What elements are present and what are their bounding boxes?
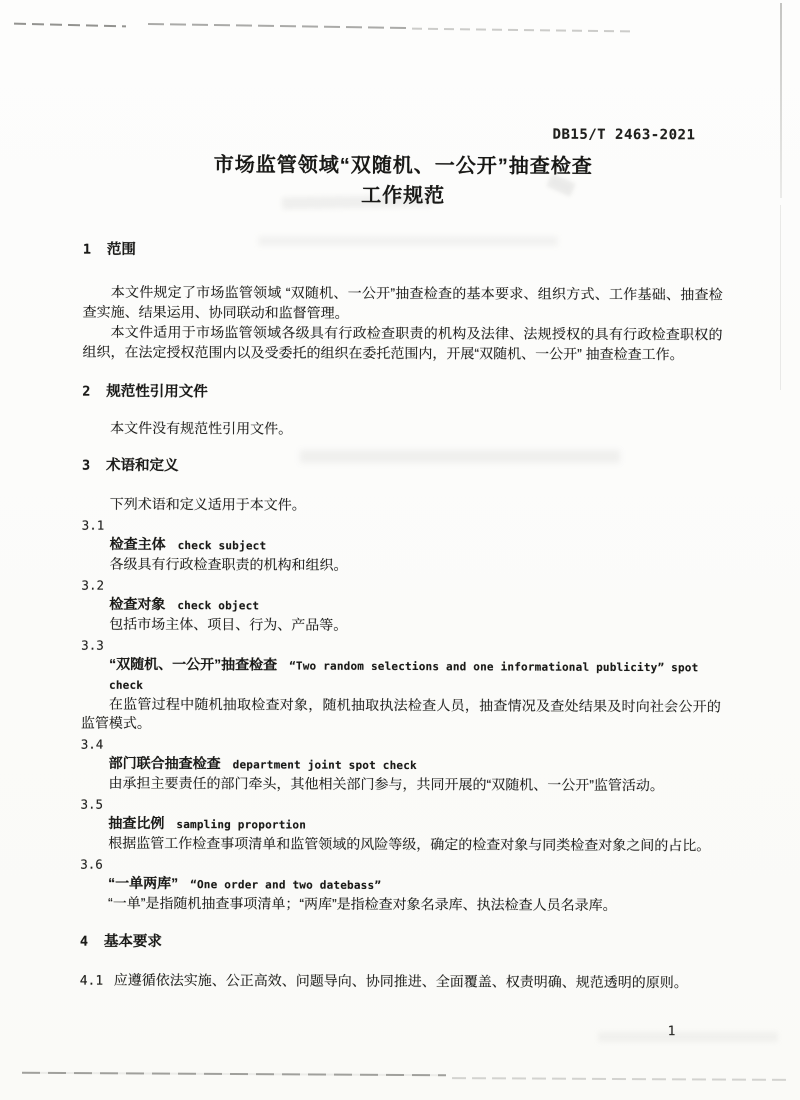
section-2-label: 规范性引用文件 (106, 383, 208, 401)
section-3-heading (82, 456, 722, 479)
term-title (109, 754, 721, 777)
scan-artifact-right-edge-line (780, 3, 782, 198)
term-definition: 由承担主要责任的部门牵头，其他相关部门参与，共同开展的“双随机、一公开”监管活动。 (108, 774, 664, 794)
section-2-paragraph: 本文件没有规范性引用文件。 (110, 419, 293, 437)
term-title (109, 595, 721, 618)
section-3-number: 3 (81, 457, 91, 474)
term-title (108, 814, 720, 837)
term-title (109, 655, 721, 698)
term-definition: 根据监管工作检查事项清单和监管领域的风险等级，确定的检查对象与同类检查对象之间的占比。 (108, 834, 711, 854)
term-number: 3.6 (80, 856, 103, 872)
term-3-4 (81, 735, 721, 796)
term-number: 3.5 (80, 796, 104, 812)
section-4-number: 4 (79, 933, 89, 950)
term-english: sampling proportion (176, 818, 307, 832)
section-2-number: 2 (82, 383, 91, 400)
clause-4-1 (80, 970, 720, 995)
term-english: “One order and two datebass” (190, 878, 382, 892)
section-1-paragraph-2: 本文件适用于市场监管领域各级具有行政检查职责的机构及法律、法规授权的具有行政检查职权的组织，在法定授权范围内以及受委托的组织在委托范围内，开展“双随机、一公开” 抽查检查工作。 (82, 323, 723, 363)
term-chinese: 抽查比例 (108, 814, 165, 831)
term-chinese: “一单两库” (108, 874, 179, 892)
term-chinese: 部门联合抽查检查 (108, 754, 221, 772)
doc-title-line1: 市场监管领域“双随机、一公开”抽查检查 (213, 154, 593, 178)
term-3-1 (81, 516, 721, 577)
term-number: 3.2 (81, 577, 105, 593)
term-3-6 (80, 855, 720, 916)
clause-number: 4.1 (79, 973, 104, 989)
doc-number: DB15/T 2463-2021 (552, 126, 696, 144)
term-definition: 在监管过程中随机抽取检查对象，随机抽取执法检查人员，抽查情况及查处结果及时向社会公开的监管模式。 (80, 695, 721, 731)
section-4-heading (80, 932, 720, 955)
section-4-label: 基本要求 (103, 933, 162, 950)
document-content (79, 0, 724, 1039)
term-definition: 包括市场主体、项目、行为、产品等。 (109, 615, 348, 633)
section-2-heading (82, 382, 722, 405)
term-chinese: “双随机、一公开”抽查检查 (109, 655, 278, 673)
term-3-5 (80, 795, 720, 856)
term-chinese: 检查对象 (109, 595, 166, 612)
section-1-paragraph-1: 本文件规定了市场监管领域 “双随机、一公开”抽查检查的基本要求、组织方式、工作基础、抽查检查实施、结果运用、协同联动和监督管理。 (82, 283, 723, 321)
term-definition: “一单”是指随机抽查事项清单；“两库”是指检查对象名录库、执法检查人员名录库。 (108, 894, 617, 913)
section-1-heading (83, 240, 723, 263)
term-english: check object (177, 599, 260, 613)
scan-artifact-bottom-edge-line (22, 1072, 446, 1077)
term-chinese: 检查主体 (109, 535, 166, 552)
doc-title-line2: 工作规范 (361, 184, 446, 208)
term-definition: 各级具有行政检查职责的机构和组织。 (109, 555, 348, 573)
section-3-label: 术语和定义 (105, 457, 179, 475)
term-english: department joint spot check (232, 758, 417, 773)
terms-list (80, 516, 722, 916)
page-number: 1 (667, 1024, 676, 1040)
scan-artifact-right-edge-line (780, 205, 781, 390)
clause-text: 应遵循依法实施、公正高效、问题导向、协同推进、全面覆盖、权责明确、规范透明的原则。 (113, 971, 688, 991)
doc-title (83, 150, 723, 213)
scan-artifact-bottom-edge-line (452, 1077, 790, 1081)
term-title (110, 535, 722, 558)
section-1-label: 范围 (106, 241, 136, 258)
term-3-2 (81, 576, 721, 637)
term-english: check subject (177, 539, 267, 553)
term-number: 3.3 (81, 637, 104, 653)
term-number: 3.4 (80, 736, 104, 752)
section-1-number: 1 (82, 241, 92, 258)
term-number: 3.1 (81, 517, 105, 533)
term-english: “Two random selections and one informational publicity” spot check (108, 659, 699, 692)
section-3-intro: 下列术语和定义适用于本文件。 (109, 495, 306, 513)
term-title (108, 874, 720, 897)
term-3-3 (81, 636, 721, 736)
